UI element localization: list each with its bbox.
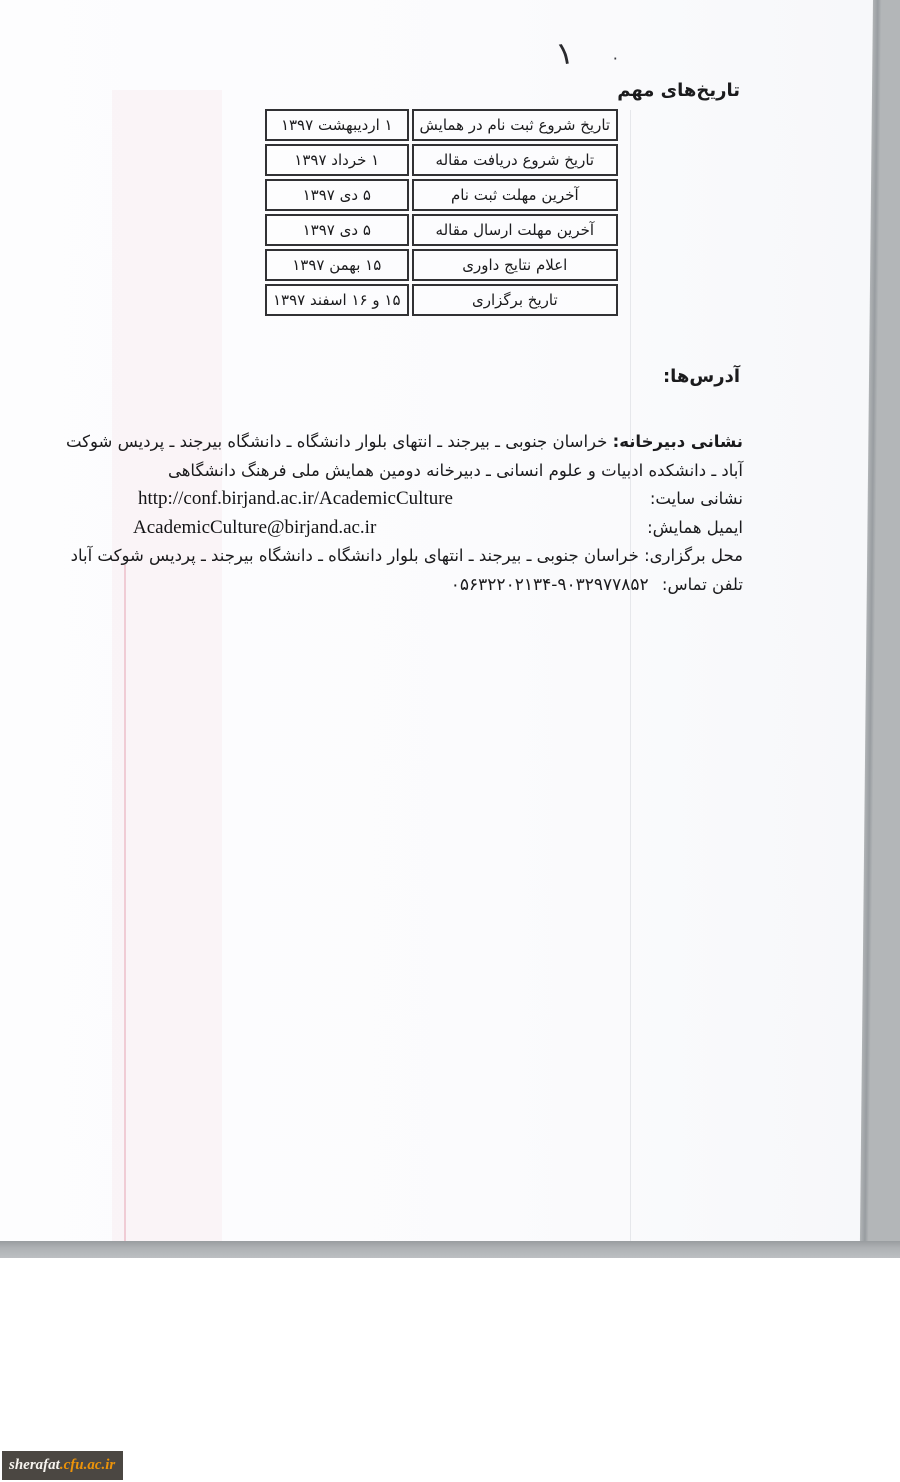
date-value-cell: ۱۵ بهمن ۱۳۹۷ <box>265 249 409 281</box>
email-label: ایمیل همایش: <box>647 517 743 537</box>
table-row <box>265 179 618 211</box>
addresses-block <box>65 428 743 600</box>
email-row <box>88 514 743 543</box>
secretariat-address-line2: آباد ـ دانشکده ادبیات و علوم انسانی ـ دبیرخانه دومین همایش ملی فرهنگ دانشگاهی <box>167 460 743 480</box>
table-row <box>265 109 618 141</box>
date-label-cell: تاریخ شروع ثبت نام در همایش <box>412 109 619 141</box>
table-row <box>265 249 618 281</box>
watermark-domain: .cfu.ac.ir <box>59 1457 116 1473</box>
venue-text: خراسان جنوبی ـ بیرجند ـ انتهای بلوار دانشگاه ـ دانشگاه بیرجند ـ پردیس شوکت آباد <box>70 546 639 566</box>
table-row <box>265 144 618 176</box>
date-label-cell: آخرین مهلت ثبت نام <box>412 179 619 211</box>
date-value-cell: ۱ اردیبهشت ۱۳۹۷ <box>265 109 409 141</box>
date-value-cell: ۵ دی ۱۳۹۷ <box>265 214 409 246</box>
table-row <box>265 214 618 246</box>
venue-row <box>70 542 743 571</box>
watermark-site-name: sherafat <box>9 1457 60 1473</box>
date-value-cell: ۱۵ و ۱۶ اسفند ۱۳۹۷ <box>265 284 409 316</box>
date-label-cell: تاریخ شروع دریافت مقاله <box>412 144 619 176</box>
page-number-dot-mark: ۰ <box>611 48 620 67</box>
secretariat-address-line1 <box>65 428 743 457</box>
scan-artifact-line-pink <box>124 565 126 1241</box>
scan-artifact-line-gray <box>630 110 631 1241</box>
addresses-heading: آدرس‌ها: <box>662 366 740 387</box>
scan-artifact-band <box>112 90 222 1241</box>
date-value-cell: ۱ خرداد ۱۳۹۷ <box>265 144 409 176</box>
table-row <box>265 284 618 316</box>
phone-row <box>88 571 743 600</box>
phone-numbers: ۰۵۶۳۲۲۰۲۱۳۴-۹۰۳۲۹۷۷۸۵۲ <box>450 574 649 595</box>
important-dates-heading: تاریخ‌های مهم <box>617 80 740 101</box>
website-url: http://conf.birjand.ac.ir/AcademicCulture <box>138 488 453 510</box>
email-address: AcademicCulture@birjand.ac.ir <box>133 516 377 538</box>
secretariat-text-line1: خراسان جنوبی ـ بیرجند ـ انتهای بلوار دانشگاه ـ دانشگاه بیرجند ـ پردیس شوکت <box>65 432 608 451</box>
date-label-cell: اعلام نتایج داوری <box>412 249 619 281</box>
watermark-badge <box>2 1451 123 1480</box>
phone-label: تلفن تماس: <box>661 574 743 594</box>
date-label-cell: آخرین مهلت ارسال مقاله <box>412 214 619 246</box>
secretariat-label: نشانی دبیرخانه: <box>612 432 743 451</box>
website-label: نشانی سایت: <box>649 489 743 509</box>
date-label-cell: تاریخ برگزاری <box>412 284 619 316</box>
date-value-cell: ۵ دی ۱۳۹۷ <box>265 179 409 211</box>
paper-bottom-edge-shadow <box>0 1241 900 1258</box>
important-dates-table <box>262 106 621 319</box>
page-number-mark: ۱ <box>552 32 577 74</box>
venue-label: محل برگزاری: <box>644 546 743 566</box>
website-row <box>88 485 743 514</box>
